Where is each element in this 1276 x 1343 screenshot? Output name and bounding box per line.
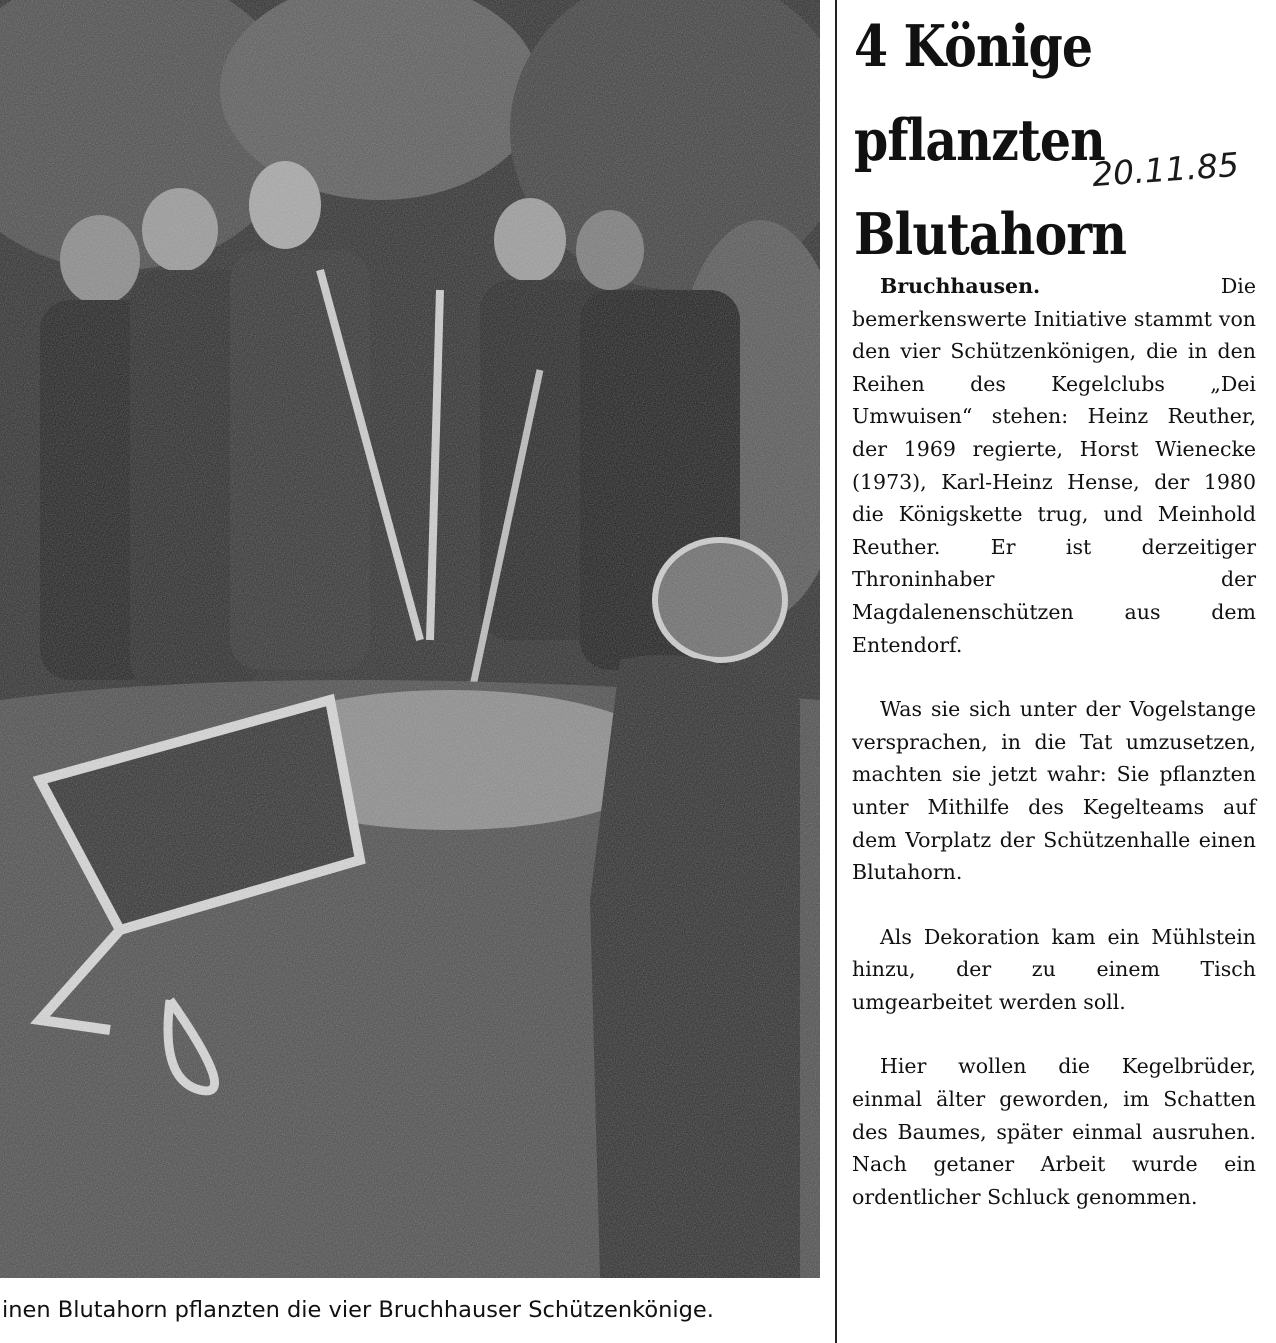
column-divider	[835, 0, 837, 1343]
article-headline	[854, 0, 1126, 282]
paragraph-3: Als Dekoration kam ein Mühlstein hinzu, der zu einem Tisch umgearbeitet werden soll.	[852, 924, 1256, 1014]
headline-line-2: pflanzten	[854, 107, 1105, 174]
article-body	[852, 270, 1256, 1213]
paragraph-1-text: Die bemerkenswerte Initiative stammt von den vier Schützenkönigen, die in den Reihen des Kegelclubs „Dei Umwuisen“ stehen: Heinz Reuther, der 1969 regierte, Horst Wienecke (1973), Karl-Heinz Hense, der 1980 die Königskette trug, und Meinhold Reuther. Er ist derzeitiger Throninhaber der Magdalenenschützen aus dem Entendorf.	[852, 274, 1256, 657]
headline-line-1: 4 Könige	[854, 13, 1093, 80]
paragraph-1	[852, 270, 1256, 661]
paragraph-2: Was sie sich unter der Vogelstange versprachen, in die Tat umzusetzen, machten sie jetzt wahr: Sie pflanzten unter Mithilfe des Kegelteams auf dem Vorplatz der Schützenhalle einen Blutahorn.	[852, 697, 1256, 885]
headline-line-3: Blutahorn	[854, 201, 1127, 268]
article-column	[852, 0, 1256, 1343]
handwritten-date: 20.11.85	[1090, 144, 1241, 195]
dateline: Bruchhausen.	[880, 274, 1041, 298]
photo-caption: inen Blutahorn pflanzten die vier Bruchhauser Schützenkönige.	[2, 1297, 714, 1323]
paragraph-4: Hier wollen die Kegelbrüder, einmal älter geworden, im Schatten des Baumes, später einmal ausruhen. Nach getaner Arbeit wurde ein ordentlicher Schluck genommen.	[852, 1054, 1256, 1209]
